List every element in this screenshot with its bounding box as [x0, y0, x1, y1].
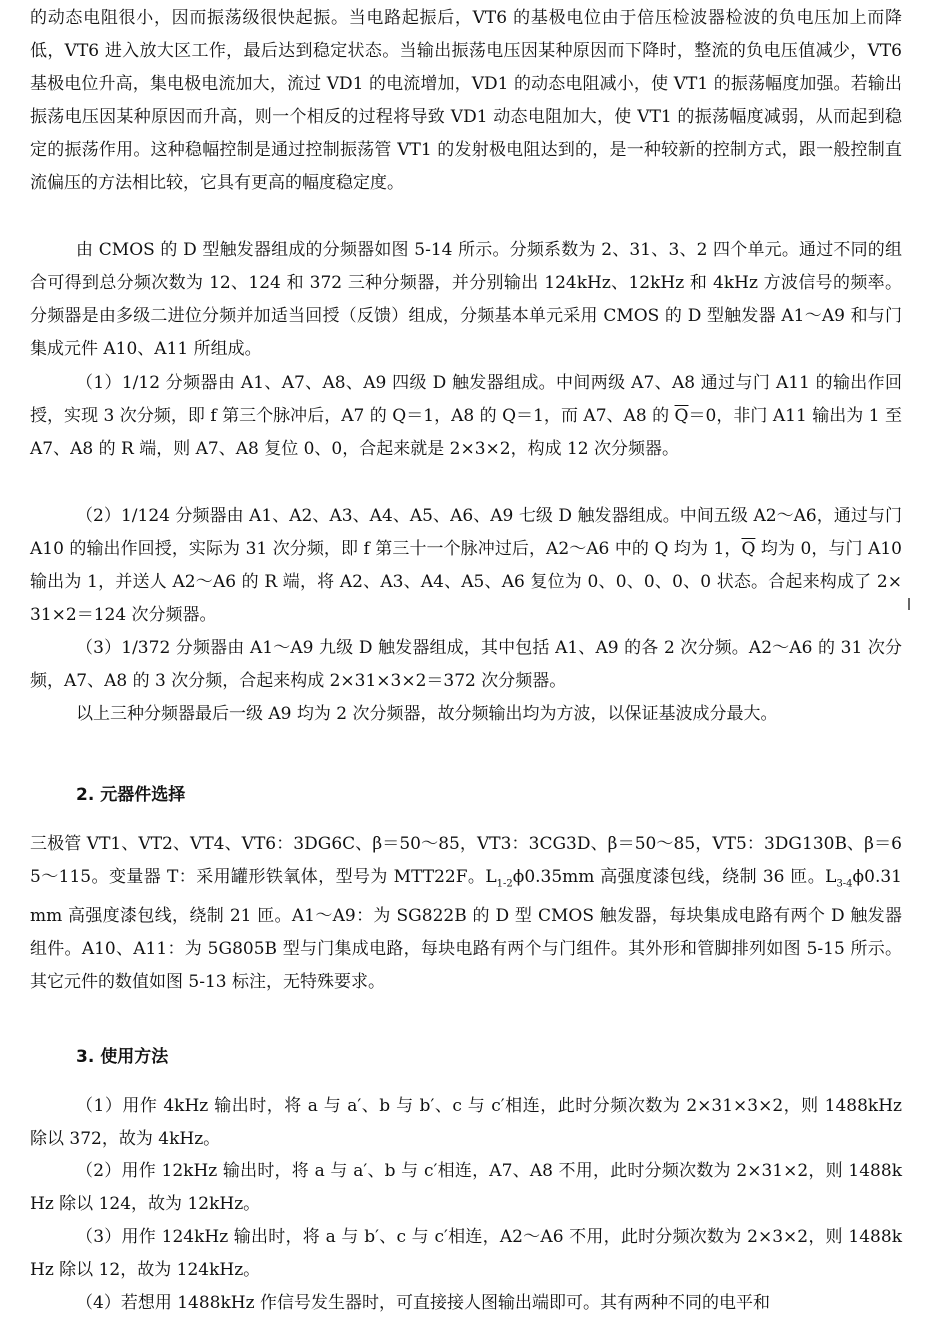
- paragraph-usage-124khz: （3）用作 124kHz 输出时，将 a 与 b′、c 与 c′相连，A2～A6 不用，此时分频次数为 2×3×2，则 1488kHz 除以 12，故为 124kHz。: [30, 1227, 902, 1280]
- paragraph-usage-12khz: （2）用作 12kHz 输出时，将 a 与 a′、b 与 c′相连，A7、A8 不用，此时分频次数为 2×31×2，则 1488kHz 除以 124，故为 12kHz。: [30, 1161, 902, 1214]
- section-heading-components: 2. 元器件选择: [76, 785, 186, 805]
- paragraph-components: [30, 828, 902, 999]
- paragraph-divider-372: （3）1/372 分频器由 A1～A9 九级 D 触发器组成，其中包括 A1、A9 的各 2 次分频。A2～A6 的 31 次分频，A7、A8 的 3 次分频，合起来构成 2×31×3×2＝372 次分频器。: [30, 638, 902, 691]
- paragraph-divider-124-text-a: （2）1/124 分频器由 A1、A2、A3、A4、A5、A6、A9 七级 D 触发器组成。中间五级 A2～A6，通过与门 A10 的输出作回授，实际为 31 次分频，即 f 第三十一个脉冲过后，A2～A6 中的 Q 均为 1，: [30, 506, 902, 559]
- paragraph-components-text-c: ϕ0.31mm 高强度漆包线，绕制 21 匝。A1～A9：为 SG822B 的 D 型 CMOS 触发器，每块集成电路有两个 D 触发器组件。A10、A11：为 5G805B 型与门集成电路，每块电路有两个与门组件。其外形和管脚排列如图 5-15 所示。其它元件的数值如图 5-13 标注，无特殊要求。: [30, 867, 902, 993]
- paragraph-divider-12-text-b: ＝0，非门 A11 输出为 1 至 A7、A8 的 R 端，则 A7、A8 复位 0、0，合起来就是 2×3×2，构成 12 次分频器。: [30, 406, 902, 459]
- subscript-l34: 3-4: [836, 878, 853, 890]
- paragraph-components-text-a: 三极管 VT1、VT2、VT4、VT6：3DG6C、β＝50～85，VT3：3CG3D、β＝50～85，VT5：3DG130B、β＝65～115。变量器 T：采用罐形铁氧体，型号为 MTT22F。L: [30, 834, 902, 887]
- paragraph-divider-124-text-b: 均为 0，与门 A10 输出为 1，并送人 A2～A6 的 R 端，将 A2、A3、A4、A5、A6 复位为 0、0、0、0、0 状态。合起来构成了 2×31×2＝124 次分频器。: [30, 539, 902, 625]
- q-bar-symbol: $\overline{Q}$: [674, 406, 689, 426]
- q-bar-symbol: $\overline{Q}$: [741, 539, 756, 559]
- margin-scan-mark: [908, 598, 910, 610]
- subscript-l12: 1-2: [496, 878, 513, 890]
- paragraph-components-text-b: ϕ0.35mm 高强度漆包线，绕制 36 匝。L: [512, 867, 837, 887]
- paragraph-divider-summary: 以上三种分频器最后一级 A9 均为 2 次分频器，故分频输出均为方波，以保证基波成分最大。: [76, 704, 778, 724]
- paragraph-divider-12: [30, 367, 902, 466]
- paragraph-divider-124: [30, 500, 902, 632]
- paragraph-frequency-divider-intro: 由 CMOS 的 D 型触发器组成的分频器如图 5-14 所示。分频系数为 2、31、3、2 四个单元。通过不同的组合可得到总分频次数为 12、124 和 372 三种分频器，并分别输出 124kHz、12kHz 和 4kHz 方波信号的频率。分频器是由多级二进位分频并加适当回授（反馈）组成，分频基本单元采用 CMOS 的 D 型触发器 A1～A9 和与门集成元件 A10、A11 所组成。: [30, 240, 902, 359]
- section-heading-usage: 3. 使用方法: [76, 1047, 169, 1067]
- paragraph-usage-4khz: （1）用作 4kHz 输出时，将 a 与 a′、b 与 b′、c 与 c′相连，此时分频次数为 2×31×3×2，则 1488kHz 除以 372，故为 4kHz。: [30, 1096, 902, 1149]
- paragraph-divider-12-text-a: （1）1/12 分频器由 A1、A7、A8、A9 四级 D 触发器组成。中间两级 A7、A8 通过与门 A11 的输出作回授，实现 3 次分频，即 f 第三个脉冲后，A7 的 Q＝1，A8 的 Q＝1，而 A7、A8 的: [30, 373, 902, 426]
- paragraph-usage-1488khz: （4）若想用 1488kHz 作信号发生器时，可直接接人图输出端即可。其有两种不同的电平和: [76, 1293, 770, 1313]
- paragraph-stabilization: 的动态电阻很小，因而振荡级很快起振。当电路起振后，VT6 的基极电位由于倍压检波器检波的负电压加上而降低，VT6 进入放大区工作，最后达到稳定状态。当输出振荡电压因某种原因而下降时，整流的负电压值减少，VT6 基极电位升高，集电极电流加大，流过 VD1 的电流增加，VD1 的动态电阻减小，使 VT1 的振荡幅度加强。若输出振荡电压因某种原因而升高，则一个相反的过程将导致 VD1 动态电阻加大，使 VT1 的振荡幅度减弱，从而起到稳定的振荡作用。这种稳幅控制是通过控制振荡管 VT1 的发射极电阻达到的，是一种较新的控制方式，跟一般控制直流偏压的方法相比较，它具有更高的幅度稳定度。: [30, 8, 902, 193]
